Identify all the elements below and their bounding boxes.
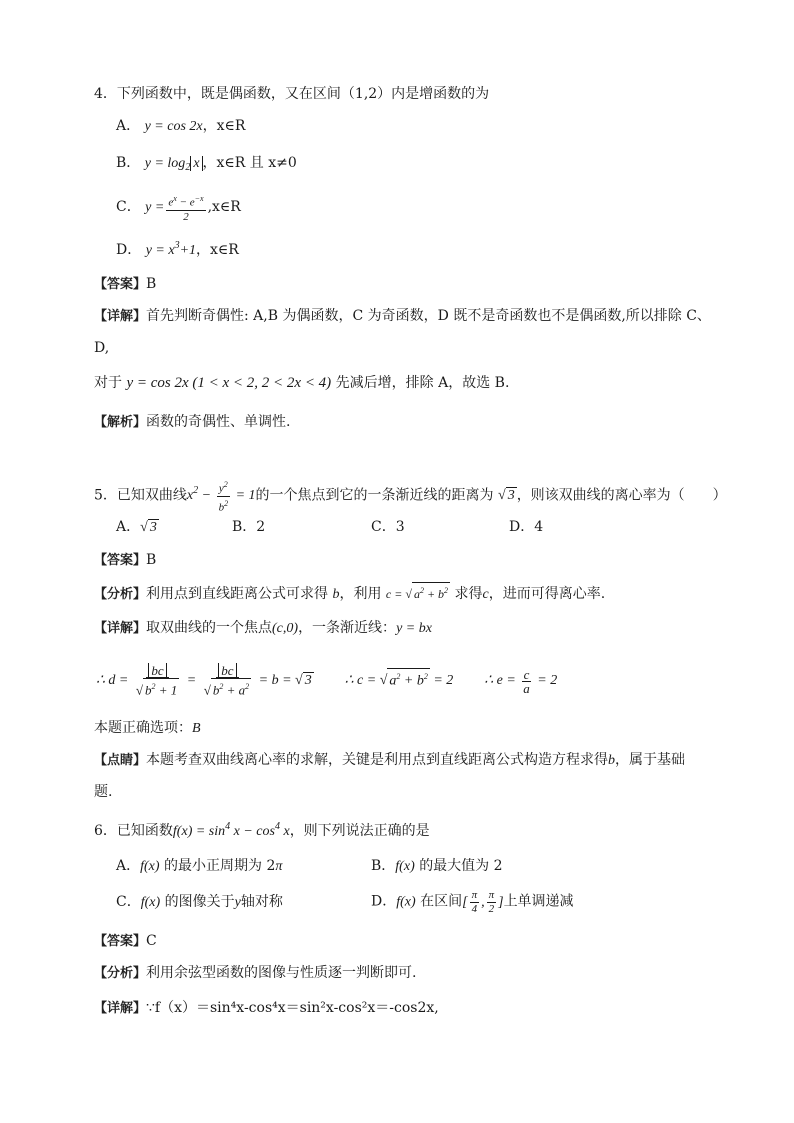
option-label: A． xyxy=(116,118,141,134)
dianjing-post: ，属于基础 xyxy=(615,752,686,768)
q6-fenxi xyxy=(94,963,416,984)
q5-option-b: B．2 xyxy=(232,519,266,535)
q6-option-c xyxy=(116,892,283,913)
option-label: A． xyxy=(116,519,141,535)
detail-pre: 取双曲线的一个焦点 xyxy=(146,620,273,636)
option-text: 的最小正周期为 2 xyxy=(164,858,276,874)
formula: $f(x) = \sin^4 x - \cos^4 x$ xyxy=(172,821,290,839)
formula: √ 3 xyxy=(498,488,515,504)
formula: c = √ $a^2 + b^2$ xyxy=(386,587,450,601)
formula: y = cos 2x (1 < x < 2, 2 < 2x < 4) xyxy=(126,375,332,391)
formula: y = cos 2x xyxy=(144,119,203,134)
q4-option-c xyxy=(116,192,241,224)
q5-option-d: D．4 xyxy=(509,519,544,535)
answer-value: C xyxy=(146,933,157,949)
q4-stem: 4．下列函数中，既是偶函数，又在区间（1,2）内是增函数的为 xyxy=(94,86,490,102)
stem-pre: 6．已知函数 xyxy=(94,823,173,839)
q4-option-a xyxy=(116,116,245,137)
detail-tag: 【详解】 xyxy=(94,621,147,636)
stem-post: ，则下列说法正确的是 xyxy=(289,823,430,839)
option-tail: ，x∈R 且 x≠0 xyxy=(202,155,297,171)
q5-dianjing-line1 xyxy=(94,750,685,771)
detail-tag: 【详解】 xyxy=(94,1001,147,1016)
q6-option-d xyxy=(371,889,574,916)
detail-mid: ，一条渐近线： xyxy=(298,620,397,636)
formula: (c,0) xyxy=(272,621,299,636)
fenxi-tag: 【分析】 xyxy=(94,966,147,981)
q6-detail xyxy=(94,998,439,1019)
option-label: C． xyxy=(116,199,141,216)
answer-tag: 【答案】 xyxy=(94,553,147,568)
formula: y xyxy=(234,895,241,910)
answer-tag: 【答案】 xyxy=(94,277,147,292)
option-label: C． xyxy=(116,894,141,910)
q5-stem xyxy=(94,478,727,514)
q4-answer xyxy=(94,274,156,295)
formula-c: ∴ c = √ $a^2 + b^2 = 2$ xyxy=(345,673,454,688)
formula: f(x) xyxy=(395,859,415,874)
q5-dianjing-line2: 题. xyxy=(94,784,113,800)
answer-value: B xyxy=(146,276,157,292)
option-label: B． xyxy=(116,155,141,171)
formula-e: ∴ e = $\frac{c}{a}$ = 2 xyxy=(484,666,558,696)
fenxi-tag: 【分析】 xyxy=(94,587,147,602)
formula: b xyxy=(608,753,616,768)
q5-correct xyxy=(94,718,201,739)
formula: y = $\frac{e^x - e^{-x}}{2}$ xyxy=(145,194,204,223)
q5-fenxi xyxy=(94,582,605,605)
fenxi-mid: ，利用 xyxy=(339,586,382,602)
option-label: D． xyxy=(116,242,142,258)
formula: $y = \log_2 x$ xyxy=(145,156,203,171)
option-text: 的图像关于 xyxy=(164,894,235,910)
q5-answer xyxy=(94,550,156,571)
option-text2: 轴对称 xyxy=(240,894,283,910)
option-tail: ，x∈R xyxy=(202,118,246,134)
q5-derivation xyxy=(96,664,557,698)
analysis-text: 函数的奇偶性、单调性. xyxy=(146,414,291,430)
q6-stem xyxy=(94,817,430,842)
formula: f(x) xyxy=(140,895,161,910)
q4-option-d xyxy=(116,236,239,261)
answer-tag: 【答案】 xyxy=(94,934,147,949)
detail-text: ∵f（x）＝sin⁴x-cos⁴x＝sin²x-cos²x＝-cos2x, xyxy=(146,1000,439,1016)
answer-value: B xyxy=(146,552,157,568)
q4-analysis xyxy=(94,412,290,433)
stem-post: ，则该双曲线的离心率为（ ） xyxy=(516,487,727,504)
formula: $x^2$ − $\frac{y^2}{b^2}$ = 1 xyxy=(186,480,256,514)
q6-option-a xyxy=(116,856,282,877)
formula: b xyxy=(332,587,340,602)
correct-label: 本题正确选项： xyxy=(94,720,192,736)
analysis-tag: 【解析】 xyxy=(94,415,147,430)
q4-detail-line3 xyxy=(94,373,509,393)
q5-option-c: C．3 xyxy=(371,519,405,535)
detail-post: 先减后增，排除 A，故选 B. xyxy=(335,375,510,391)
q4-option-b xyxy=(116,153,297,178)
q4-detail-line1 xyxy=(94,306,711,327)
stem-pre: 5．已知双曲线 xyxy=(94,487,187,504)
q6-option-b xyxy=(371,856,503,877)
option-tail: ,x∈R xyxy=(207,199,241,216)
formula-distance: ∴ d = $\frac{bc}{√ b^2 + 1}$ = $\frac{bc}{√ b^2 + a^2}$ = b = √ 3 xyxy=(96,663,312,698)
formula: y = bx xyxy=(396,621,432,636)
option-text: 在区间 xyxy=(420,893,463,910)
stem-mid: 的一个焦点到它的一条渐近线的距离为 xyxy=(255,487,494,504)
option-label: A． xyxy=(116,858,141,874)
detail-tag: 【详解】 xyxy=(94,309,147,324)
option-label: D． xyxy=(371,893,397,910)
option-text2: 上单调递减 xyxy=(503,893,574,910)
q4-detail-line2: D, xyxy=(94,340,110,356)
fenxi-text: 利用余弦型函数的图像与性质逐一判断即可. xyxy=(146,965,417,981)
detail-pre: 对于 xyxy=(94,375,122,391)
detail-text: 首先判断奇偶性: A,B 为偶函数，C 为奇函数，D 既不是奇函数也不是偶函数,所以排除 C、 xyxy=(146,308,711,324)
option-tail: ，x∈R xyxy=(196,242,239,258)
formula: c xyxy=(482,587,489,602)
option-label: B． xyxy=(371,858,396,874)
formula: [ $\frac{\pi}{4}$ , $\frac{\pi}{2}$ ] xyxy=(462,889,504,915)
fenxi-mid2: 求得 xyxy=(454,586,483,602)
formula: √ 3 xyxy=(140,520,157,535)
formula: f(x) xyxy=(396,894,416,910)
formula: $y = x^3+1$ xyxy=(145,240,197,258)
dianjing-tag: 【点睛】 xyxy=(94,753,147,768)
dianjing-text: 本题考查双曲线离心率的求解，关键是利用点到直线距离公式构造方程求得 xyxy=(146,752,609,768)
fenxi-pre: 利用点到直线距离公式可求得 xyxy=(146,586,329,602)
formula: π xyxy=(275,859,283,874)
formula: f(x) xyxy=(140,859,160,874)
q6-answer xyxy=(94,931,157,952)
option-text: 的最大值为 2 xyxy=(419,858,503,874)
q5-option-a xyxy=(116,517,159,538)
q5-detail xyxy=(94,618,432,639)
fenxi-post: ，进而可得离心率. xyxy=(488,586,606,602)
correct-value: B xyxy=(192,721,201,736)
